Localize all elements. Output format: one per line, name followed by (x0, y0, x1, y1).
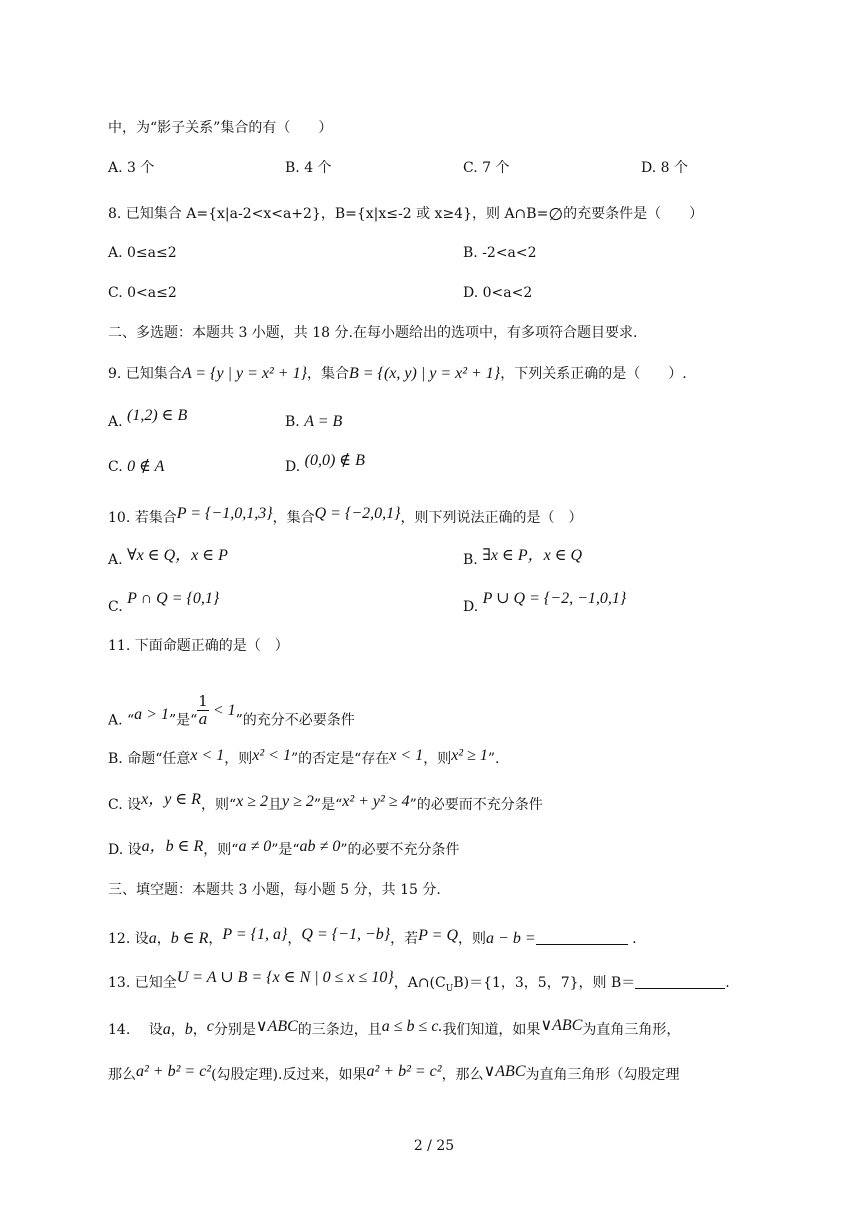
q11-stem: 11. 下面命题正确的是（ ） (108, 638, 289, 654)
q7-option-b: B. 4 个 (285, 160, 332, 176)
q10-option-c: C. P ∩ Q = {0,1} (108, 590, 220, 615)
q9-option-d-expr: (0,0) ∉ B (304, 452, 365, 469)
q9-stem (108, 364, 687, 384)
q9-option-a-expr: (1,2) ∈ B (127, 407, 188, 424)
q7-option-c: C. 7 个 (463, 160, 510, 176)
q10-option-a: A. ∀x ∈ Q，x ∈ P (108, 547, 228, 568)
q8-stem-post: 的充要条件是（ ） (563, 206, 704, 222)
q10-pre: 10. 若集合 (108, 510, 177, 526)
q10-option-b: B. ∃x ∈ P，x ∈ Q (463, 547, 583, 568)
q8-option-d: D. 0<a<2 (463, 285, 533, 301)
q8-option-b: B. -2<a<2 (463, 245, 537, 261)
q12-stem: 12. 设a，b ∈ R，P = {1, a}，Q = {−1, −b}，若P = Q，则a − b = . (108, 926, 637, 947)
q10-option-b-expr: ∃x ∈ P，x ∈ Q (482, 547, 583, 564)
q10-post: ，则下列说法正确的是（ ） (400, 510, 583, 526)
q14-line-2: 那么a² + b² = c²(勾股定理).反过来，如果a² + b² = c²，那么∨ABC为直角三角形（勾股定理 (108, 1063, 680, 1083)
triangle-abc: ∨ABC (255, 1018, 298, 1035)
triangle-abc: ∨ABC (483, 1063, 526, 1080)
q7-option-a: A. 3 个 (108, 160, 155, 176)
q8-option-a: A. 0≤a≤2 (108, 245, 177, 261)
q9-option-b: B. A = B (285, 413, 343, 430)
triangle-abc: ∨ABC (540, 1017, 583, 1034)
empty-set-symbol: ∅ (548, 205, 564, 224)
q11-option-b: B. 命题“任意x < 1，则x² < 1”的否定是“存在x < 1，则x² ≥ 1”. (108, 747, 500, 767)
q10-option-c-expr: P ∩ Q = {0,1} (127, 590, 220, 607)
question-continuation: 中，为“影子关系”集合的有（ ） (108, 120, 333, 136)
q9-set-a: A = {y | y = x² + 1} (181, 365, 307, 382)
section-fill-blank-heading: 三、填空题：本题共 3 小题，每小题 5 分，共 15 分. (108, 882, 441, 898)
q11-option-d: D. 设a，b ∈ R，则“a ≠ 0”是“ab ≠ 0”的必要不充分条件 (108, 838, 460, 858)
fraction-one-over-a: $\frac{1}{a}$ (198, 692, 208, 728)
q9-option-c-expr: 0 ∉ A (127, 458, 165, 475)
q8-stem-pre: 8. 已知集合 A={x|a-2<x<a+2}，B={x|x≤-2 或 x≥4}，则 A∩B= (108, 206, 549, 222)
q10-stem (108, 505, 583, 528)
section-multi-choice-heading: 二、多选题：本题共 3 小题，共 18 分.在每小题给出的选项中，有多项符合题目要求. (108, 325, 638, 341)
q9-mid: ，集合 (306, 366, 349, 382)
q10-set-q: Q = {−2,0,1} (314, 505, 401, 522)
q9-option-c: C. 0 ∉ A (108, 458, 165, 475)
q9-post: ，下列关系正确的是（ ）. (500, 366, 687, 382)
q9-option-d: D. (0,0) ∉ B (285, 452, 365, 475)
q11-a-expr1: a > 1 (134, 705, 169, 723)
q10-set-p: P = {−1,0,1,3} (176, 505, 273, 522)
q8-stem (108, 204, 703, 225)
q12-answer-blank (536, 930, 628, 945)
q11-option-c: C. 设x，y ∈ R，则“x ≥ 2且y ≥ 2”是“x² + y² ≥ 4”的必要而不充分条件 (108, 791, 543, 813)
q8-option-c: C. 0<a≤2 (108, 285, 177, 301)
q13-stem: 13. 已知全U = A ∪ B = {x ∈ N | 0 ≤ x ≤ 10}，$A\cap(C_UB)=\{1$，3，5，7}，则 B＝ . (108, 969, 730, 994)
q14-line-1: 14. 设a，b，c分别是∨ABC的三条边，且a ≤ b ≤ c.我们知道，如果∨ABC为直角三角形， (108, 1017, 681, 1038)
q9-option-a: A. (1,2) ∈ B (108, 407, 188, 430)
q7-option-d: D. 8 个 (641, 160, 688, 176)
q9-option-b-expr: A = B (304, 413, 343, 430)
q10-option-a-expr: ∀x ∈ Q，x ∈ P (127, 547, 228, 564)
q13-answer-blank (635, 974, 725, 989)
q9-set-b: B = {(x, y) | y = x² + 1} (348, 365, 501, 382)
q10-mid: ，集合 (272, 510, 315, 526)
q10-option-d: D. P ∪ Q = {−2, −1,0,1} (463, 590, 627, 615)
q11-option-a: A. “a > 1”是“ $\frac{1}{a}$ < 1”的充分不必要条件 (108, 692, 355, 729)
q10-option-d-expr: P ∪ Q = {−2, −1,0,1} (482, 590, 627, 607)
page-number: 2 / 25 (413, 1138, 455, 1154)
q9-pre: 9. 已知集合 (108, 366, 182, 382)
